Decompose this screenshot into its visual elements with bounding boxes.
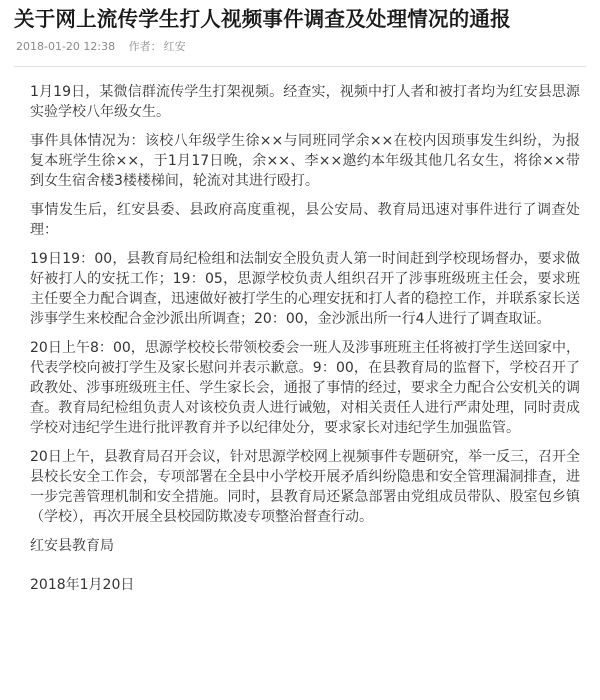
paragraph-intro: 1月19日，某微信群流传学生打架视频。经查实，视频中打人者和被打者均为红安县思源实验学校八年级女生。 <box>30 84 580 120</box>
article-meta <box>16 40 196 54</box>
publish-datetime: 2018-01-20 12:38 <box>16 40 116 53</box>
paragraph-follow-up: 20日上午，县教育局召开会议，针对思源学校网上视频事件专题研究，举一反三，召开全县校长安全工作会，专项部署在全县中小学校开展矛盾纠纷隐患和安全管理漏洞排查，进一步完善管理机制和安全措施。同时，县教育局还紧急部署由党组成员带队、股室包乡镇（学校），再次开展全县校园防欺凌专项整治督查行动。 <box>30 449 580 525</box>
author-label: 作者： <box>128 40 162 53</box>
paragraph-incident-details: 事件具体情况为：该校八年级学生徐××与同班同学余××在校内因琐事发生纠纷，为报复本班学生徐××，于1月17日晚，余××、李××邀约本年级其他几名女生，将徐××带到女生宿舍楼3楼楼梯间，轮流对其进行殴打。 <box>30 133 580 189</box>
signature: 红安县教育局 <box>30 538 114 554</box>
sign-date: 2018年1月20日 <box>30 577 135 593</box>
paragraph-20th-morning: 20日上午8：00，思源学校校长带领校委会一班人及涉事班班主任将被打学生送回家中，代表学校向被打学生及家长慰问并表示歉意。9：00，在县教育局的监督下，学校召开了政教处、涉事班级班主任、学生家长会，通报了事情的经过，要求全力配合公安机关的调查。教育局纪检组负责人对该校负责人进行诫勉，对相关责任人进行严肃处理，同时责成学校对违纪学生进行批评教育并予以纪律处分，要求家长对违纪学生加强监管。 <box>30 340 580 436</box>
article-body <box>30 82 580 595</box>
paragraph-19th-timeline: 19日19：00，县教育局纪检组和法制安全股负责人第一时间赶到学校现场督办，要求做好被打人的安抚工作；19：05，思源学校负责人组织召开了涉事班级班主任会，要求班主任要全力配合调查，迅速做好被打学生的心理安抚和打人者的稳控工作，并联系家长送涉事学生来校配合金沙派出所调查；20：00，金沙派出所一行4人进行了调查取证。 <box>30 251 580 327</box>
header-divider <box>14 66 586 67</box>
article-title: 关于网上流传学生打人视频事件调查及处理情况的通报 <box>14 7 511 31</box>
author-name: 红安 <box>163 40 186 53</box>
paragraph-response: 事情发生后，红安县委、县政府高度重视，县公安局、教育局迅速对事件进行了调查处理： <box>30 202 580 238</box>
